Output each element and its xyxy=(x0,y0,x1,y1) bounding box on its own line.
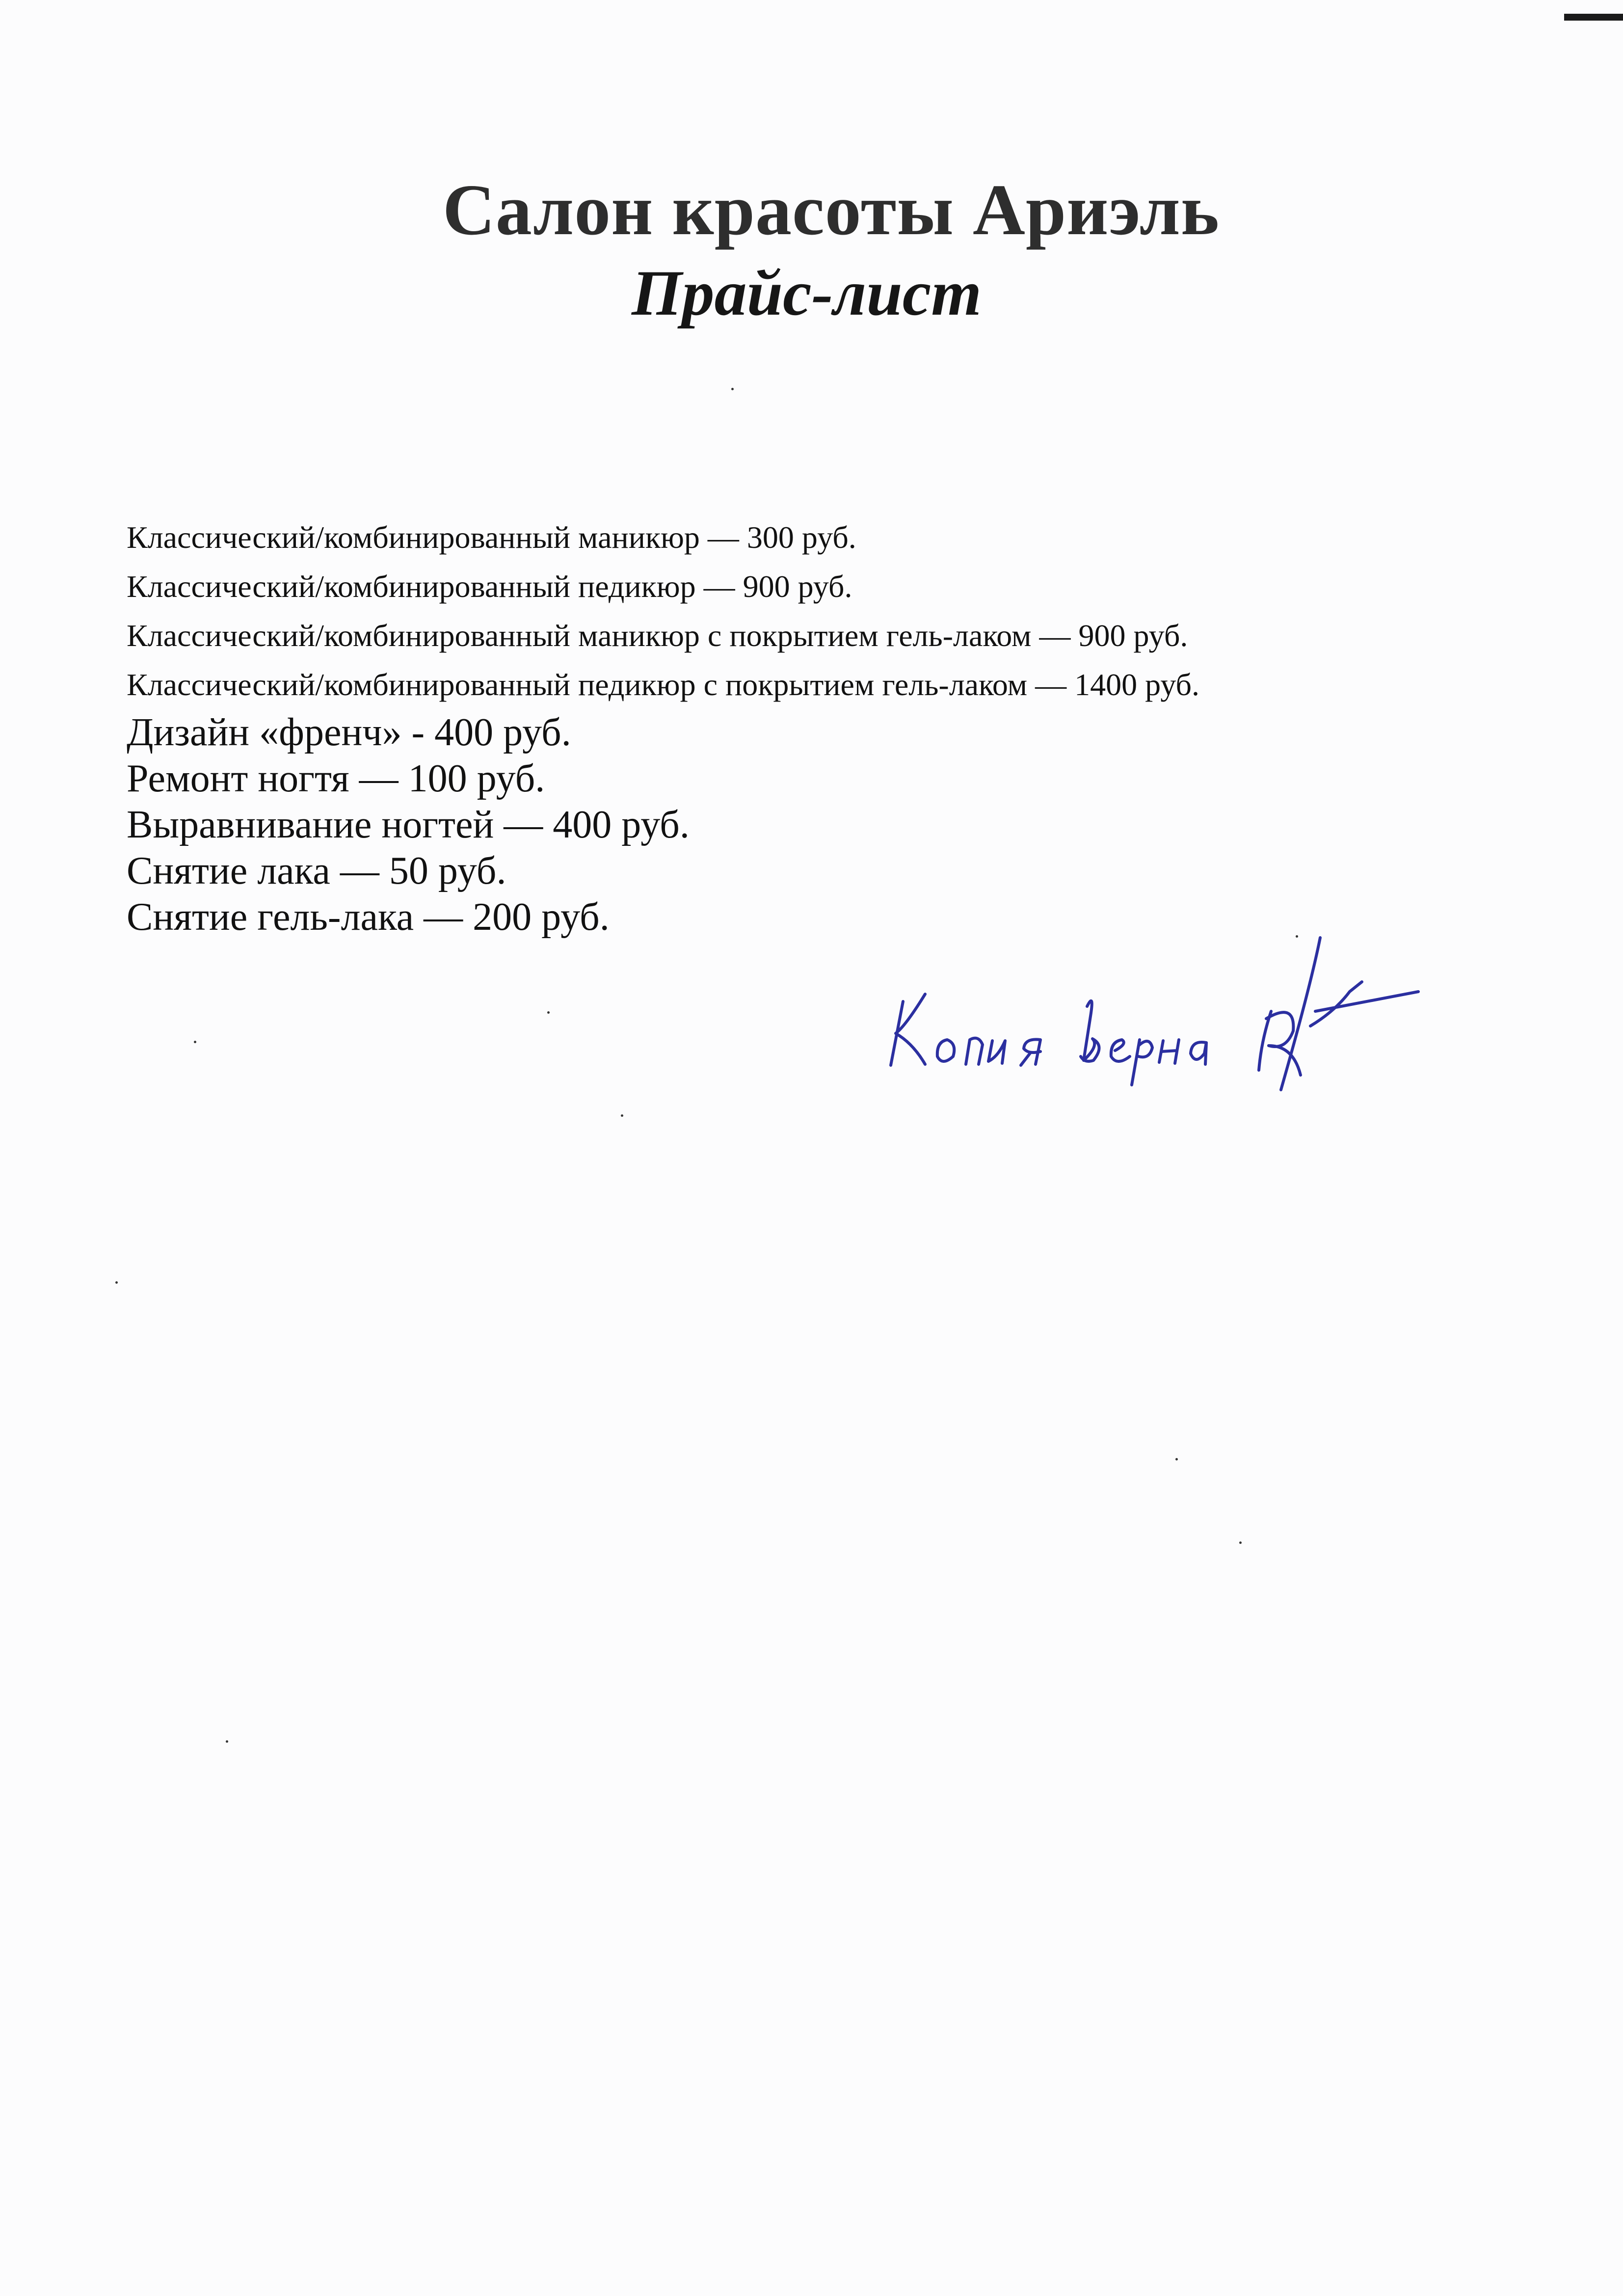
price-item: Снятие лака — 50 руб. xyxy=(127,849,506,892)
scan-speck xyxy=(1239,1541,1242,1544)
signature-stroke xyxy=(1021,1039,1040,1065)
signature-stroke xyxy=(988,1041,1005,1063)
signature-stroke xyxy=(1132,1040,1152,1085)
scan-speck xyxy=(1175,1458,1178,1460)
signature-stroke xyxy=(1191,1042,1206,1064)
scan-speck xyxy=(621,1114,623,1117)
scan-edge-mark xyxy=(1564,14,1623,21)
signature-stroke xyxy=(1081,1001,1099,1061)
price-item: Снятие гель-лака — 200 руб. xyxy=(127,895,610,939)
scan-speck xyxy=(1296,935,1298,938)
document-header xyxy=(0,167,1623,332)
price-item: Классический/комбинированный маникюр с покрытием гель-лаком — 900 руб. xyxy=(127,618,1188,653)
price-item: Классический/комбинированный педикюр с покрытием гель-лаком — 1400 руб. xyxy=(127,667,1200,702)
price-item: Классический/комбинированный маникюр — 300 руб. xyxy=(127,520,856,555)
signature-stroke xyxy=(896,994,925,1064)
signature-stroke xyxy=(966,1038,983,1064)
document-title: Прайс-лист xyxy=(631,256,982,329)
handwritten-signature xyxy=(878,928,1423,1114)
signature-stroke xyxy=(1159,1040,1179,1063)
scan-speck xyxy=(115,1281,118,1284)
signature-stroke xyxy=(1281,938,1418,1090)
signature-stroke xyxy=(1111,1040,1130,1061)
price-item: Классический/комбинированный педикюр — 900 руб. xyxy=(127,569,852,604)
salon-name: Салон красоты Ариэль xyxy=(442,170,1220,250)
scan-speck xyxy=(547,1011,550,1014)
scan-speck xyxy=(226,1740,228,1743)
price-item: Выравнивание ногтей — 400 руб. xyxy=(127,803,690,846)
price-item: Ремонт ногтя — 100 руб. xyxy=(127,757,545,800)
scan-speck xyxy=(194,1041,196,1043)
scan-speck xyxy=(731,388,734,390)
price-list xyxy=(127,513,1199,940)
price-item: Дизайн «френч» - 400 руб. xyxy=(127,711,571,754)
signature-stroke xyxy=(937,1040,954,1061)
